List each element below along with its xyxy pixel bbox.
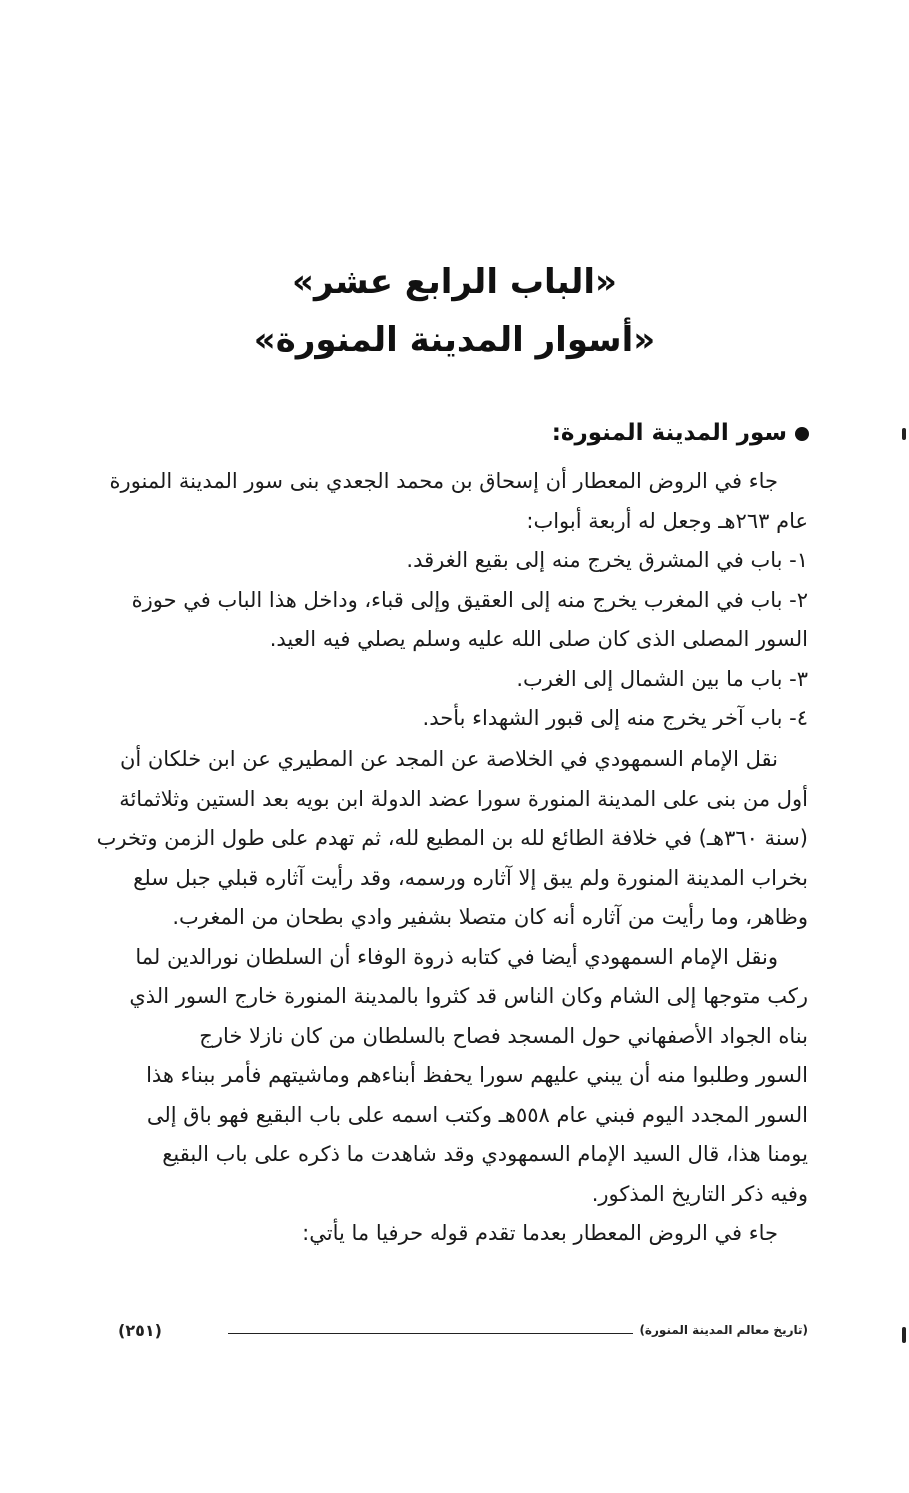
text-line: يومنا هذا، قال السيد الإمام السمهودي وقد شاهدت ما ذكره على باب البقيع xyxy=(162,1142,808,1166)
text-line: نقل الإمام السمهودي في الخلاصة عن المجد عن المطيري عن ابن خلكان أن xyxy=(119,747,778,771)
text-line: (سنة ٣٦٠هـ) في خلافة الطائع لله بن المطيع لله، ثم تهدم على طول الزمن وتخرب xyxy=(96,826,808,850)
text-line: ونقل الإمام السمهودي أيضا في كتابه ذروة الوفاء أن السلطان نورالدين لما xyxy=(135,944,778,969)
list-item: ٢- باب في المغرب يخرج منه إلى العقيق وإلى قباء، وداخل هذا الباب في حوزة xyxy=(131,587,808,612)
text-line: السور المجدد اليوم فبني عام ٥٥٨هـ وكتب اسمه على باب البقيع فهو باق إلى xyxy=(146,1102,808,1127)
text-line: السور المصلى الذى كان صلى الله عليه وسلم يصلي فيه العيد. xyxy=(269,627,808,651)
paragraph-gates xyxy=(109,462,808,739)
scan-edge-mark xyxy=(902,1327,906,1343)
text-line: عام ٢٦٣هـ وجعل له أربعة أبواب: xyxy=(526,508,808,533)
list-item: ٣- باب ما بين الشمال إلى الغرب. xyxy=(516,666,808,691)
text-line: جاء في الروض المعطار أن إسحاق بن محمد الجعدي بنى سور المدينة المنورة xyxy=(109,469,778,493)
text-line: جاء في الروض المعطار بعدما تقدم قوله حرفيا ما يأتي: xyxy=(302,1221,778,1245)
list-item: ٤- باب آخر يخرج منه إلى قبور الشهداء بأحد. xyxy=(422,706,808,730)
section-heading xyxy=(552,420,809,446)
section-heading-text: سور المدينة المنورة: xyxy=(551,420,787,446)
footer-book-title: (تاريخ معالم المدينة المنورة) xyxy=(639,1323,808,1337)
text-line: ركب متوجها إلى الشام وكان الناس قد كثروا بالمدينة المنورة خارج السور الذي xyxy=(129,984,808,1008)
paragraph-history xyxy=(96,740,808,1254)
text-line: السور وطلبوا منه أن يبني عليهم سورا يحفظ أبناءهم وماشيتهم فأمر ببناء هذا xyxy=(146,1063,808,1087)
scan-edge-mark xyxy=(902,428,906,440)
text-line: أول من بنى على المدينة المنورة سورا عضد الدولة ابن بويه بعد الستين وثلاثمائة xyxy=(119,786,808,811)
chapter-title: «الباب الرابع عشر» xyxy=(291,262,618,302)
page-footer xyxy=(118,1323,808,1343)
text-line: وفيه ذكر التاريخ المذكور. xyxy=(591,1181,808,1206)
text-line: بخراب المدينة المنورة ولم يبق إلا آثاره ورسمه، وقد رأيت آثاره قبلي جبل سلع xyxy=(133,865,808,890)
list-item: ١- باب في المشرق يخرج منه إلى بقيع الغرقد. xyxy=(406,548,808,572)
page-number: (٢٥١) xyxy=(118,1321,162,1340)
bullet-icon xyxy=(795,427,809,441)
text-line: بناه الجواد الأصفهاني حول المسجد فصاح بالسلطان من كان نازلا خارج xyxy=(199,1023,808,1048)
footer-divider xyxy=(228,1333,633,1334)
chapter-subtitle: «أسوار المدينة المنورة» xyxy=(253,320,656,360)
text-line: وظاهر، وما رأيت من آثاره أنه كان متصلا بشفير وادي بطحان من المغرب. xyxy=(172,905,808,929)
